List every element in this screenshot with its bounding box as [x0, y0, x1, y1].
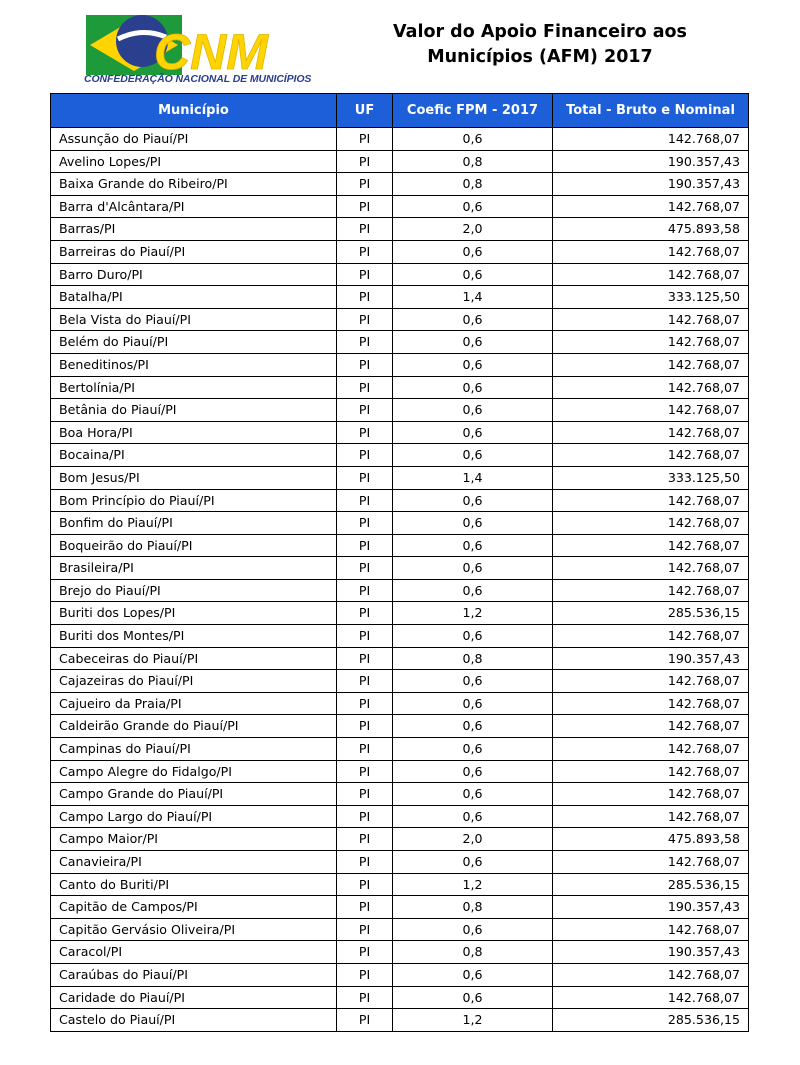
table-row: [51, 738, 749, 761]
cell-municipio: Brejo do Piauí/PI: [51, 579, 337, 602]
cell-municipio: Baixa Grande do Ribeiro/PI: [51, 173, 337, 196]
cell-municipio: Capitão de Campos/PI: [51, 896, 337, 919]
table-row: [51, 376, 749, 399]
cell-total: 142.768,07: [553, 783, 749, 806]
cell-uf: PI: [337, 128, 393, 151]
cell-total: 285.536,15: [553, 873, 749, 896]
table-row: [51, 918, 749, 941]
cell-total: 142.768,07: [553, 851, 749, 874]
cell-municipio: Bom Jesus/PI: [51, 466, 337, 489]
table-row: [51, 353, 749, 376]
cell-uf: PI: [337, 173, 393, 196]
cell-total: 142.768,07: [553, 625, 749, 648]
cell-uf: PI: [337, 647, 393, 670]
cell-uf: PI: [337, 986, 393, 1009]
title-line-2: Municípios (AFM) 2017: [427, 47, 653, 67]
table-row: [51, 173, 749, 196]
cell-uf: PI: [337, 670, 393, 693]
table-row: [51, 896, 749, 919]
cell-uf: PI: [337, 195, 393, 218]
cell-uf: PI: [337, 896, 393, 919]
table-row: [51, 218, 749, 241]
table-row: [51, 128, 749, 151]
cell-coef: 0,6: [393, 963, 553, 986]
logo-brand-text: CNM: [154, 24, 268, 80]
table-row: [51, 986, 749, 1009]
cell-uf: PI: [337, 286, 393, 309]
cell-uf: PI: [337, 625, 393, 648]
cell-uf: PI: [337, 579, 393, 602]
table-row: [51, 534, 749, 557]
cell-coef: 0,6: [393, 670, 553, 693]
cell-coef: 0,8: [393, 150, 553, 173]
cell-total: 475.893,58: [553, 828, 749, 851]
cell-total: 142.768,07: [553, 963, 749, 986]
cell-coef: 0,6: [393, 851, 553, 874]
cell-total: 285.536,15: [553, 602, 749, 625]
cell-total: 190.357,43: [553, 150, 749, 173]
cell-total: 142.768,07: [553, 331, 749, 354]
cell-total: 333.125,50: [553, 286, 749, 309]
cell-total: 142.768,07: [553, 512, 749, 535]
header-total: Total - Bruto e Nominal: [553, 94, 749, 128]
header-uf: UF: [337, 94, 393, 128]
table-row: [51, 1009, 749, 1032]
cell-total: 142.768,07: [553, 421, 749, 444]
cell-uf: PI: [337, 1009, 393, 1032]
table-row: [51, 150, 749, 173]
table-row: [51, 783, 749, 806]
cell-municipio: Caraúbas do Piauí/PI: [51, 963, 337, 986]
cell-uf: PI: [337, 873, 393, 896]
cell-coef: 0,6: [393, 489, 553, 512]
cell-coef: 2,0: [393, 218, 553, 241]
cell-municipio: Cabeceiras do Piauí/PI: [51, 647, 337, 670]
cell-municipio: Barreiras do Piauí/PI: [51, 240, 337, 263]
cell-municipio: Barras/PI: [51, 218, 337, 241]
table-row: [51, 647, 749, 670]
table-row: [51, 195, 749, 218]
cell-total: 142.768,07: [553, 489, 749, 512]
cell-total: 142.768,07: [553, 128, 749, 151]
cell-municipio: Caldeirão Grande do Piauí/PI: [51, 715, 337, 738]
table-body: [51, 128, 749, 1032]
cell-coef: 0,6: [393, 308, 553, 331]
table-row: [51, 308, 749, 331]
cell-total: 142.768,07: [553, 715, 749, 738]
table-row: [51, 851, 749, 874]
table-row: [51, 625, 749, 648]
cell-municipio: Buriti dos Montes/PI: [51, 625, 337, 648]
cell-total: 142.768,07: [553, 353, 749, 376]
table-row: [51, 579, 749, 602]
table-row: [51, 692, 749, 715]
cell-uf: PI: [337, 941, 393, 964]
cell-coef: 1,2: [393, 602, 553, 625]
cell-coef: 0,6: [393, 738, 553, 761]
cell-municipio: Campo Maior/PI: [51, 828, 337, 851]
table-row: [51, 331, 749, 354]
cell-coef: 0,6: [393, 195, 553, 218]
cell-municipio: Bom Princípio do Piauí/PI: [51, 489, 337, 512]
cell-total: 142.768,07: [553, 195, 749, 218]
cell-total: 285.536,15: [553, 1009, 749, 1032]
cell-coef: 0,6: [393, 512, 553, 535]
document-title: [355, 20, 725, 70]
cell-total: 333.125,50: [553, 466, 749, 489]
cell-coef: 0,8: [393, 941, 553, 964]
cell-total: 142.768,07: [553, 805, 749, 828]
cell-coef: 0,6: [393, 918, 553, 941]
table-row: [51, 602, 749, 625]
table-row: [51, 286, 749, 309]
cell-total: 142.768,07: [553, 579, 749, 602]
cell-total: 190.357,43: [553, 173, 749, 196]
cell-municipio: Campo Grande do Piauí/PI: [51, 783, 337, 806]
table-row: [51, 444, 749, 467]
cell-total: 190.357,43: [553, 896, 749, 919]
cell-municipio: Betânia do Piauí/PI: [51, 399, 337, 422]
table-row: [51, 240, 749, 263]
cell-uf: PI: [337, 376, 393, 399]
header-municipio: Município: [51, 94, 337, 128]
cell-municipio: Boa Hora/PI: [51, 421, 337, 444]
cell-municipio: Bertolínia/PI: [51, 376, 337, 399]
cell-uf: PI: [337, 489, 393, 512]
title-line-1: Valor do Apoio Financeiro aos: [393, 22, 687, 42]
cell-coef: 1,4: [393, 286, 553, 309]
cell-uf: PI: [337, 692, 393, 715]
cell-uf: PI: [337, 783, 393, 806]
table-row: [51, 489, 749, 512]
cell-municipio: Campinas do Piauí/PI: [51, 738, 337, 761]
cell-uf: PI: [337, 805, 393, 828]
cell-total: 142.768,07: [553, 376, 749, 399]
cell-total: 142.768,07: [553, 918, 749, 941]
cell-municipio: Caridade do Piauí/PI: [51, 986, 337, 1009]
cell-municipio: Barra d'Alcântara/PI: [51, 195, 337, 218]
table-row: [51, 670, 749, 693]
table-row: [51, 873, 749, 896]
cell-uf: PI: [337, 263, 393, 286]
cell-total: 142.768,07: [553, 534, 749, 557]
cell-coef: 0,6: [393, 128, 553, 151]
cell-coef: 0,6: [393, 534, 553, 557]
cell-coef: 0,6: [393, 760, 553, 783]
cell-uf: PI: [337, 602, 393, 625]
logo-caption: CONFEDERAÇÃO NACIONAL DE MUNICÍPIOS: [84, 73, 312, 85]
table-row: [51, 715, 749, 738]
cell-municipio: Beneditinos/PI: [51, 353, 337, 376]
cell-total: 142.768,07: [553, 240, 749, 263]
cell-coef: 0,6: [393, 444, 553, 467]
cell-total: 190.357,43: [553, 647, 749, 670]
cell-total: 142.768,07: [553, 263, 749, 286]
cell-coef: 1,2: [393, 1009, 553, 1032]
cell-municipio: Bocaina/PI: [51, 444, 337, 467]
cell-municipio: Campo Alegre do Fidalgo/PI: [51, 760, 337, 783]
cell-uf: PI: [337, 512, 393, 535]
cell-coef: 0,6: [393, 557, 553, 580]
cell-uf: PI: [337, 715, 393, 738]
cell-municipio: Canavieira/PI: [51, 851, 337, 874]
cell-coef: 0,6: [393, 579, 553, 602]
cell-coef: 0,6: [393, 986, 553, 1009]
cell-coef: 0,6: [393, 692, 553, 715]
cell-municipio: Belém do Piauí/PI: [51, 331, 337, 354]
cell-total: 475.893,58: [553, 218, 749, 241]
cell-total: 142.768,07: [553, 444, 749, 467]
table-row: [51, 466, 749, 489]
cell-uf: PI: [337, 760, 393, 783]
cell-municipio: Assunção do Piauí/PI: [51, 128, 337, 151]
cell-total: 142.768,07: [553, 399, 749, 422]
cell-total: 142.768,07: [553, 738, 749, 761]
cell-coef: 0,6: [393, 715, 553, 738]
header-coef-fpm: Coefic FPM - 2017: [393, 94, 553, 128]
cell-municipio: Castelo do Piauí/PI: [51, 1009, 337, 1032]
cell-coef: 1,4: [393, 466, 553, 489]
cell-coef: 2,0: [393, 828, 553, 851]
table-row: [51, 963, 749, 986]
cell-total: 142.768,07: [553, 986, 749, 1009]
cell-municipio: Barro Duro/PI: [51, 263, 337, 286]
table-row: [51, 760, 749, 783]
cell-municipio: Batalha/PI: [51, 286, 337, 309]
cell-municipio: Brasileira/PI: [51, 557, 337, 580]
cell-total: 142.768,07: [553, 557, 749, 580]
cell-coef: 0,8: [393, 173, 553, 196]
cell-municipio: Buriti dos Lopes/PI: [51, 602, 337, 625]
cell-total: 142.768,07: [553, 692, 749, 715]
table-row: [51, 941, 749, 964]
cell-municipio: Cajueiro da Praia/PI: [51, 692, 337, 715]
cell-uf: PI: [337, 466, 393, 489]
cell-total: 142.768,07: [553, 308, 749, 331]
cell-uf: PI: [337, 331, 393, 354]
cell-coef: 1,2: [393, 873, 553, 896]
cell-coef: 0,6: [393, 625, 553, 648]
cell-uf: PI: [337, 557, 393, 580]
cell-total: 142.768,07: [553, 760, 749, 783]
cell-uf: PI: [337, 963, 393, 986]
table-row: [51, 557, 749, 580]
cell-uf: PI: [337, 399, 393, 422]
afm-table: [50, 93, 749, 1032]
cell-municipio: Boqueirão do Piauí/PI: [51, 534, 337, 557]
table-header-row: [51, 94, 749, 128]
table-row: [51, 512, 749, 535]
cell-total: 142.768,07: [553, 670, 749, 693]
table-row: [51, 399, 749, 422]
cell-municipio: Bonfim do Piauí/PI: [51, 512, 337, 535]
cell-municipio: Canto do Buriti/PI: [51, 873, 337, 896]
cell-uf: PI: [337, 738, 393, 761]
cell-coef: 0,6: [393, 263, 553, 286]
cell-coef: 0,6: [393, 240, 553, 263]
cell-uf: PI: [337, 218, 393, 241]
cell-municipio: Cajazeiras do Piauí/PI: [51, 670, 337, 693]
cell-coef: 0,6: [393, 783, 553, 806]
cell-uf: PI: [337, 421, 393, 444]
cell-coef: 0,6: [393, 421, 553, 444]
cell-uf: PI: [337, 534, 393, 557]
cell-coef: 0,6: [393, 399, 553, 422]
cell-coef: 0,8: [393, 647, 553, 670]
table-row: [51, 421, 749, 444]
cell-uf: PI: [337, 444, 393, 467]
cell-coef: 0,6: [393, 331, 553, 354]
table-row: [51, 805, 749, 828]
cell-municipio: Caracol/PI: [51, 941, 337, 964]
cell-municipio: Capitão Gervásio Oliveira/PI: [51, 918, 337, 941]
cell-uf: PI: [337, 308, 393, 331]
table-row: [51, 828, 749, 851]
cell-municipio: Avelino Lopes/PI: [51, 150, 337, 173]
cell-uf: PI: [337, 240, 393, 263]
cell-municipio: Bela Vista do Piauí/PI: [51, 308, 337, 331]
cell-uf: PI: [337, 353, 393, 376]
cell-coef: 0,6: [393, 805, 553, 828]
table-row: [51, 263, 749, 286]
cell-coef: 0,6: [393, 376, 553, 399]
cell-uf: PI: [337, 918, 393, 941]
cell-coef: 0,6: [393, 353, 553, 376]
cell-uf: PI: [337, 851, 393, 874]
cell-total: 190.357,43: [553, 941, 749, 964]
cell-coef: 0,8: [393, 896, 553, 919]
cell-municipio: Campo Largo do Piauí/PI: [51, 805, 337, 828]
cell-uf: PI: [337, 150, 393, 173]
cell-uf: PI: [337, 828, 393, 851]
